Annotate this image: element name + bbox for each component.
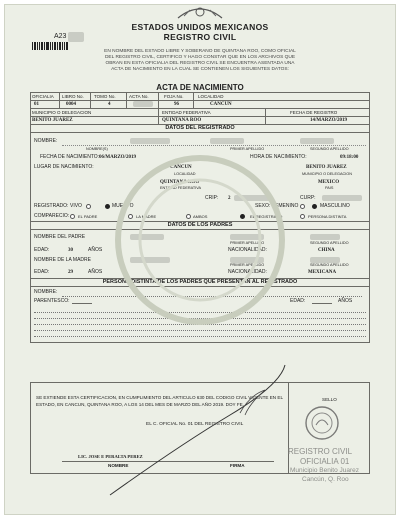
municipio-value: BENITO JUAREZ <box>32 118 73 123</box>
redacted-registrant-surname2 <box>300 138 334 144</box>
appeared-father-label: EL PADRE <box>78 214 98 219</box>
registrant-section-title: DATOS DEL REGISTRADO <box>165 125 235 131</box>
father-sub-segundo: SEGUNDO APELLIDO <box>310 241 349 245</box>
sub-label-segundo-apellido: SEGUNDO APELLIDO <box>310 147 349 151</box>
stamp-text-4: Cancún, Q. Roo <box>302 476 349 483</box>
mother-sub-segundo: SEGUNDO APELLIDO <box>310 263 349 267</box>
relationship-label: PARENTESCO: <box>34 298 70 304</box>
mother-name-label: NOMBRE DE LA MADRE <box>34 257 91 263</box>
fecha-registro-header: FECHA DE REGISTRO <box>290 110 338 115</box>
father-name-label: NOMBRE DEL PADRE <box>34 234 86 240</box>
birth-country-value: MEXICO <box>318 180 340 185</box>
redacted-father-surname2 <box>310 234 340 240</box>
sub-label-primer-apellido: PRIMER APELLIDO <box>230 147 265 151</box>
sub-label-municipio: MUNICIPIO O DELEGACION <box>302 172 352 176</box>
oficialia-value: 01 <box>34 102 39 107</box>
stamp-text-2: OFICIALIA 01 <box>300 457 350 466</box>
sex-male-radio-selected[interactable] <box>312 204 317 209</box>
birth-date-label: FECHA DE NACIMIENTO: <box>40 154 100 160</box>
preamble-line-2: DEL REGISTRO CIVIL, CERTIFICO Y HAGO CONSTAR QUE EN LOS ARCHIVOS QUE <box>104 55 296 60</box>
oficialia-header: OFICIALIA <box>32 94 54 99</box>
redacted-curp <box>322 195 362 201</box>
birth-date-value: 06/MARZO/2019 <box>99 155 136 160</box>
foja-header: FOJA No. <box>164 94 184 99</box>
localidad-header: LOCALIDAD <box>198 94 224 99</box>
birth-place-label: LUGAR DE NACIMIENTO: <box>34 164 94 170</box>
appeared-label: COMPARECIO: <box>34 213 70 219</box>
mother-age-label: EDAD: <box>34 269 50 275</box>
father-sub-primer: PRIMER APELLIDO <box>230 241 265 245</box>
annotation-line <box>34 336 366 337</box>
signature-label: FIRMA <box>230 463 245 468</box>
status-alive-label: VIVO <box>70 203 82 209</box>
redacted-registrant-name <box>130 138 170 144</box>
entidad-value: QUINTANA ROO <box>162 118 202 123</box>
libro-value: 0004 <box>66 102 76 107</box>
acta-header: ACTA No. <box>129 94 149 99</box>
serial-number: A23 <box>54 33 67 40</box>
mother-age-value: 29 <box>68 270 73 275</box>
appeared-other-radio[interactable] <box>300 214 305 219</box>
appeared-other-label: PERSONA DISTINTA <box>308 214 347 219</box>
preamble-line-1: EN NOMBRE DEL ESTADO LIBRE Y SOBERANO DE QUINTANA ROO, COMO OFICIAL <box>104 49 296 54</box>
registrant-name-label: NOMBRE: <box>34 138 58 144</box>
father-age-unit: AÑOS <box>88 247 103 253</box>
other-person-age-label: EDAD: <box>290 298 306 304</box>
mother-nationality-value: MEXICANA <box>308 270 337 275</box>
signature-name-label: NOMBRE <box>108 463 129 468</box>
appeared-mother-label: LA MADRE <box>136 214 157 219</box>
other-person-age-unit: AÑOS <box>338 298 353 304</box>
foja-value: 96 <box>174 102 179 107</box>
tomo-header: TOMO No. <box>94 94 116 99</box>
barcode-icon <box>32 42 82 50</box>
sub-label-pais: PAIS <box>325 186 334 190</box>
registry-title: REGISTRO CIVIL <box>163 32 237 42</box>
officer-line: EL C. OFICIAL No. 01 DEL REGISTRO CIVIL <box>146 422 244 427</box>
father-age-value: 30 <box>68 248 73 253</box>
official-seal-icon <box>304 405 340 441</box>
municipio-header: MUNICIPIO O DELEGACION <box>32 110 92 115</box>
libro-header: LIBRO No. <box>62 94 84 99</box>
parents-section-title: DATOS DE LOS PADRES <box>167 222 233 228</box>
registered-status-label: REGISTRADO: <box>34 203 69 209</box>
curp-label: CURP: <box>300 195 316 201</box>
country-title: ESTADOS UNIDOS MEXICANOS <box>131 22 269 32</box>
sex-male-label: MASCULINO <box>320 203 350 209</box>
status-alive-radio[interactable] <box>86 204 91 209</box>
certification-text-1: SE EXTIENDE ESTA CERTIFICACION, EN CUMPLIMIENTO DEL ARTICULO 630 DEL CODIGO CIVIL VIGENTE EN EL <box>36 395 284 400</box>
fecha-registro-value: 14/MARZO/2019 <box>310 118 347 123</box>
localidad-value: CANCUN <box>210 102 232 107</box>
status-deceased-label: MUERTO <box>112 203 134 209</box>
mother-age-unit: AÑOS <box>88 269 103 275</box>
stamp-text-3: Municipio Benito Juarez <box>290 467 360 474</box>
coat-of-arms-emblem <box>174 4 226 20</box>
sex-label: SEXO: <box>255 203 271 209</box>
annotation-line <box>34 330 366 331</box>
father-nationality-label: NACIONALIDAD: <box>228 247 267 253</box>
redacted-acta <box>133 101 153 107</box>
tomo-value: 4 <box>108 102 111 107</box>
other-person-name-label: NOMBRE: <box>34 289 58 295</box>
stamp-text-1: REGISTRO CIVIL <box>288 447 353 456</box>
sub-label-nombres: NOMBRE(S) <box>86 147 108 151</box>
entidad-header: ENTIDAD FEDERATIVA <box>162 110 211 115</box>
sub-label-localidad: LOCALIDAD <box>174 172 196 176</box>
redacted-registrant-surname1 <box>210 138 244 144</box>
appeared-father-radio[interactable] <box>70 214 75 219</box>
birth-entidad-value: QUINTANA ROO <box>160 180 200 185</box>
officer-name: LIC. JOSE E PERALTA PEREZ <box>78 454 143 459</box>
birth-time-value: 09:18:00 <box>340 155 359 160</box>
appeared-both-label: AMBOS <box>193 214 208 219</box>
crip-label: CRIP: <box>205 195 219 201</box>
seal-label: SELLO <box>322 397 337 402</box>
handwritten-signature <box>100 355 300 505</box>
preamble-line-4: ACTA DE NACIMIENTO EN LA CUAL SE CONTIENEN LOS SIGUIENTES DATOS: <box>111 67 289 72</box>
birth-time-label: HORA DE NACIMIENTO: <box>250 154 307 160</box>
certification-text-2: ESTADO, EN CANCUN, QUINTANA ROO, A LOS 14 DEL MES DE MARZO DEL AÑO 2019. DOY FE. <box>36 402 244 407</box>
other-person-section-title: PERSONA DISTINTA DE LOS PADRES QUE PRESENTAN AL REGISTRADO <box>102 279 298 285</box>
document-title: ACTA DE NACIMIENTO <box>156 83 244 92</box>
sex-female-label: FEMENINO <box>272 203 299 209</box>
mother-sub-primer: PRIMER APELLIDO <box>230 263 265 267</box>
preamble-line-3: OBRAN EN ESTA OFICIALIA DEL REGISTRO CIVIL SE ENCUENTRA ASENTADA UNA <box>105 61 295 66</box>
appeared-registrant-label: EL REGISTRADO <box>250 214 283 219</box>
redacted-serial <box>68 32 84 42</box>
mother-nationality-label: NACIONALIDAD: <box>228 269 267 275</box>
birth-localidad-value: CANCUN <box>170 165 192 170</box>
sex-female-radio[interactable] <box>300 204 305 209</box>
birth-municipio-value: BENITO JUAREZ <box>306 165 347 170</box>
father-age-label: EDAD: <box>34 247 50 253</box>
sub-label-entidad: ENTIDAD FEDERATIVA <box>160 186 201 190</box>
crip-value: 2 <box>228 196 231 201</box>
father-nationality-value: CHINA <box>318 248 335 253</box>
